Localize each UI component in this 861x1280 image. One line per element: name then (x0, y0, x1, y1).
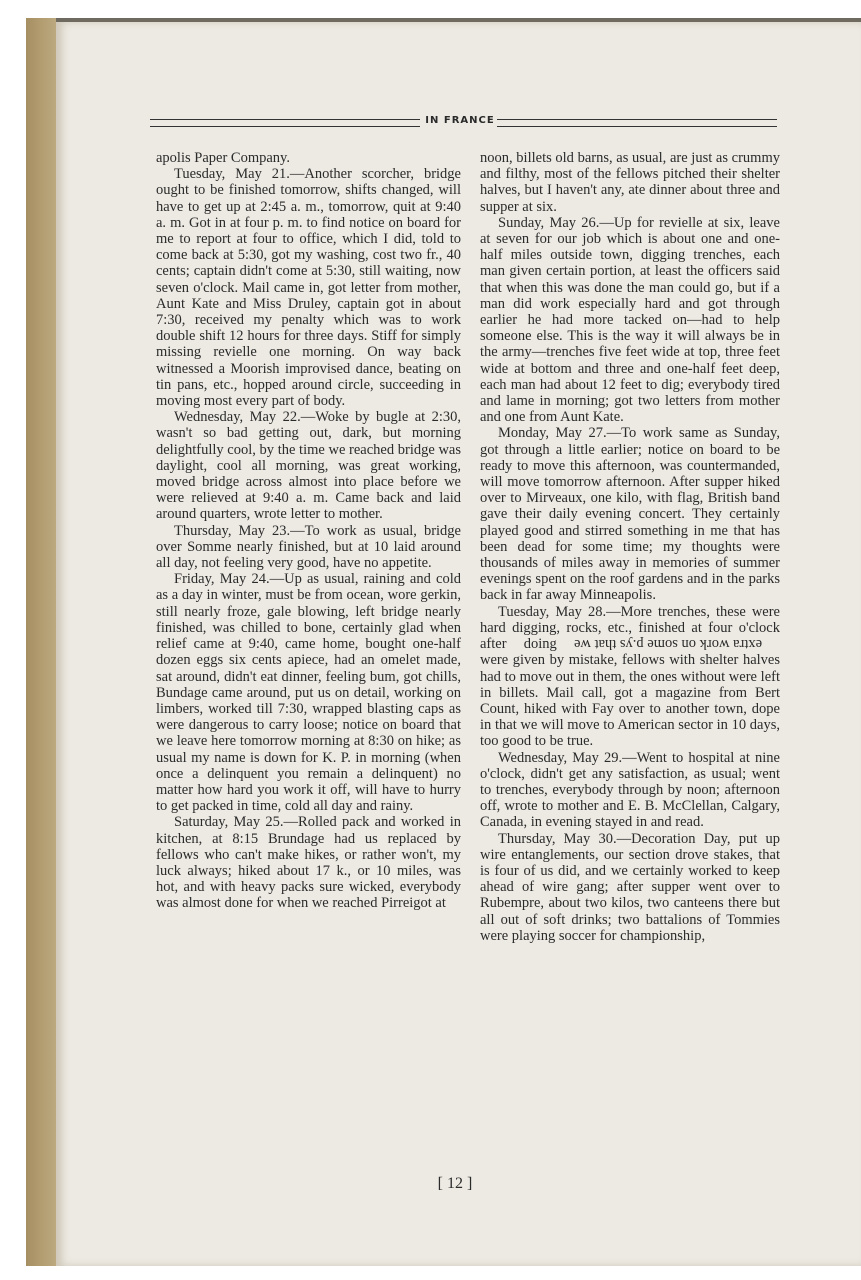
header-rule-left (150, 119, 420, 127)
running-header (150, 115, 777, 135)
diary-entry-may-23: Thursday, May 23.—To work as usual, bridge over Somme nearly finished, but at 10 laid around all day, not feeling very good, have no appetite. (156, 522, 461, 572)
diary-entry-may-27: Monday, May 27.—To work same as Sunday, got through a little earlier; notice on board to be ready to move this afternoon, was countermanded, will move tomorrow afternoon. After supper hiked over to Mirveaux, one kilo, with flag, British band gave their daily evening concert. They certainly played good and stirred something in me that has been dead for some time; my thoughts were thousands of miles away in memories of summer evenings spent on the roof gardens and in the parks back in far away Minneapolis. (480, 425, 780, 604)
upside-down-line: extra work on some p.ys that we (573, 636, 762, 653)
diary-entry-may-25: Saturday, May 25.—Rolled pack and worked in kitchen, at 8:15 Brundage had us replaced by fellows who can't make hikes, or rather won't, my luck always; hiked about 17 k., or 10 miles, was hot, and with heavy packs sure wicked, everybody was almost done for when we reached Pirreigot at (156, 814, 461, 912)
entry-text-before: Tuesday, May 28.—More trenches, these were hard digging, rocks, etc., finished at four o'clock after doing (480, 603, 780, 653)
diary-entry-may-24: Friday, May 24.—Up as usual, raining and cold as a day in winter, must be from ocean, wore gerkin, still nearly froze, gale blowing, left bridge nearly finished, was chilled to bone, certainly glad when relief came at 9:40, came home, bought one-half dozen eggs six cents apiece, had an omelet made, sat around, didn't eat dinner, feeling bum, got chills, Bundage came around, put us on detail, working on limbers, worked till 7:30, wrapped blasting caps as were dangerous to carry loose; notice on board that we leave here tomorrow morning at 8:30 on hike; as usual my name is down for K. P. in morning (when once a delinquent you remain a delinquent) no matter how hard you work it off, will have to hurry to get packed in time, cold all day and rainy. (156, 571, 461, 815)
right-column (480, 150, 780, 944)
page-number: [ 12 ] (437, 1175, 473, 1192)
book-binding (26, 18, 56, 1266)
diary-entry-may-21: Tuesday, May 21.—Another scorcher, bridge ought to be finished tomorrow, shifts changed, will have to get up at 2:45 a. m., tomorrow, quit at 9:40 a. m. Got in at four p. m. to find notice on board for me to report at four to office, which I did, told to come back at 5:30, got my washing, cost two fr., 40 cents; captain didn't come at 5:30, still waiting, now seven o'clock. Mail came in, got letter from mother, Aunt Kate and Miss Druley, captain got in about 7:30, received my penalty which was to work double shift 12 hours for three days. Stiff for simply missing revielle one morning. On way back witnessed a Moorish improvised dance, beating on tin pans, etc., hopped around circle, succeeding in moving most every part of body. (156, 166, 461, 410)
diary-entry-may-29: Wednesday, May 29.—Went to hospital at nine o'clock, didn't get any satisfaction, as usual; went to trenches, everybody through by noon; afternoon off, wrote to mother and E. B. McClellan, Calgary, Canada, in evening stayed in and read. (480, 749, 780, 831)
entry-text-after: were given by mistake, fellows with shelter halves had to move out in them, the ones without were left in billets. Mail call, got a magazine from Bert Count, hiked with Fay over to another town, dope in that we will move to American sector in 10 days, too good to be true. (480, 652, 780, 750)
diary-entry-may-30: Thursday, May 30.—Decoration Day, put up wire entanglements, our section drove stakes, that is four of us did, and we certainly worked to keep ahead of wire gang; after supper went over to Rubempre, about two kilos, two canteens there but all out of soft drinks; two battalions of Tommies were playing soccer for championship, (480, 830, 780, 944)
left-column (156, 150, 461, 912)
header-rule-right (497, 119, 777, 127)
diary-entry-may-22: Wednesday, May 22.—Woke by bugle at 2:30, wasn't so bad getting out, dark, but morning delightfully cool, by the time we reached bridge was daylight, cool all morning, was great working, moved bridge across almost into place before we were relieved at 9:40 a. m. Came back and laid around quarters, wrote letter to mother. (156, 409, 461, 523)
diary-entry-may-28 (480, 604, 780, 750)
header-title: IN FRANCE (425, 115, 495, 126)
paragraph-continuation: apolis Paper Company. (156, 150, 290, 166)
diary-entry-may-26: Sunday, May 26.—Up for revielle at six, leave at seven for our job which is about one and one-half miles outside town, digging trenches, each man given certain portion, at least the officers said that when this was done the man could go, but if a man did work especially hard and got through earlier he had more tacked on—had to help someone else. This is the way it will always be in the army—trenches five feet wide at top, three feet wide at bottom and three and one-half feet deep, each man had about 12 feet to dig; everybody tired and lame in morning; got two letters from mother and one from Aunt Kate. (480, 214, 780, 426)
paragraph-continuation-right: noon, billets old barns, as usual, are just as crummy and filthy, most of the fellows pitched their shelter halves, but I haven't any, ate dinner about three and supper at six. (480, 150, 780, 215)
